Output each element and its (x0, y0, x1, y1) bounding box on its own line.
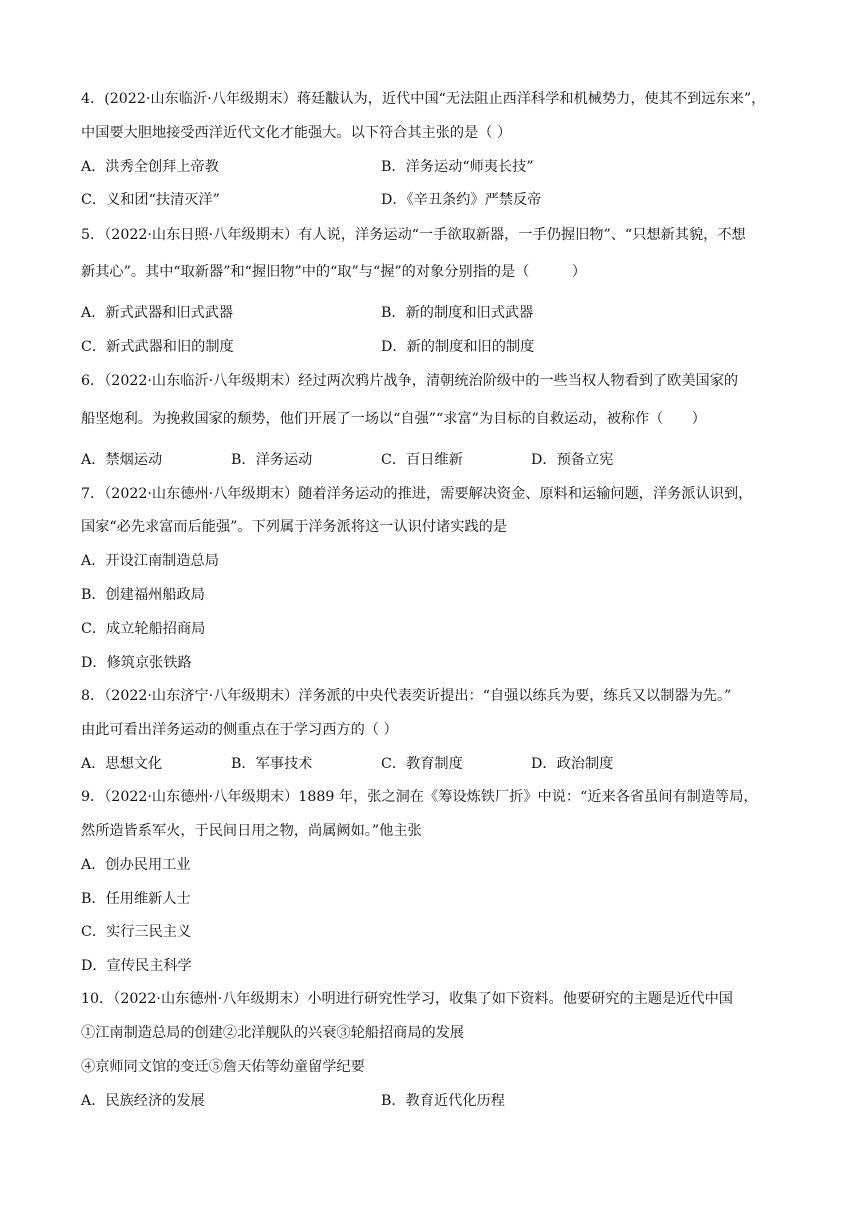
question-6-option-c[interactable]: C．百日维新 (381, 452, 463, 468)
question-8-stem-line-1: 8．（2022·山东济宁·八年级期末）洋务派的中央代表奕䜣提出：“自强以练兵为要，练兵又以制器为先。” (81, 688, 732, 704)
question-4-option-a[interactable]: A．洪秀全创拜上帝教 (81, 159, 219, 175)
question-9-option-a[interactable]: A．创办民用工业 (81, 857, 191, 873)
question-8-stem-line-2: 由此可看出洋务运动的侧重点在于学习西方的（ ） (81, 722, 398, 738)
question-4-option-b[interactable]: B．洋务运动“师夷长技” (381, 159, 534, 175)
question-5-option-a[interactable]: A．新式武器和旧式武器 (81, 305, 234, 321)
question-5-stem-line-2: 新其心”。其中“取新器”和“握旧物”中的“取”与“握”的对象分别指的是（ ） (81, 264, 587, 280)
question-8-option-c[interactable]: C．教育制度 (381, 756, 463, 772)
question-4-stem-line-2: 中国要大胆地接受西洋近代文化才能强大。以下符合其主张的是（ ） (81, 125, 512, 141)
question-8-option-b[interactable]: B．军事技术 (231, 756, 313, 772)
question-7-stem-line-1: 7．（2022·山东德州·八年级期末）随着洋务运动的推进，需要解决资金、原料和运输问题，洋务派认识到， (81, 486, 753, 502)
question-7-option-a[interactable]: A．开设江南制造总局 (81, 553, 219, 569)
question-9-option-c[interactable]: C．实行三民主义 (81, 924, 192, 940)
question-10-stem-line-2: ①江南制造总局的创建②北洋舰队的兴衰③轮船招商局的发展 (81, 1025, 465, 1041)
question-10-stem-line-3: ④京师同文馆的变迁⑤詹天佑等幼童留学纪要 (81, 1059, 365, 1075)
question-6-option-b[interactable]: B．洋务运动 (231, 452, 313, 468)
question-9-stem-line-2: 然所造皆系军火，于民间日用之物，尚属阙如。”他主张 (81, 823, 422, 839)
question-5-stem-line-1: 5．（2022·山东日照·八年级期末）有人说，洋务运动“一手欲取新器，一手仍握旧物”、“只想新其貌，不想 (81, 227, 746, 243)
question-8-option-d[interactable]: D．政治制度 (531, 756, 614, 772)
question-7-option-b[interactable]: B．创建福州船政局 (81, 587, 205, 603)
question-4-option-c[interactable]: C．义和团“扶清灭洋” (81, 192, 220, 208)
question-10-option-b[interactable]: B．教育近代化历程 (381, 1093, 505, 1109)
question-5-option-b[interactable]: B．新的制度和旧式武器 (381, 305, 534, 321)
question-6-option-d[interactable]: D．预备立宪 (531, 452, 614, 468)
question-5-option-d[interactable]: D．新的制度和旧的制度 (381, 339, 535, 355)
question-10-option-a[interactable]: A．民族经济的发展 (81, 1093, 205, 1109)
question-7-stem-line-2: 国家“必先求富而后能强”。下列属于洋务派将这一认识付诸实践的是 (81, 519, 507, 535)
question-8-option-a[interactable]: A．思想文化 (81, 756, 163, 772)
question-6-option-a[interactable]: A．禁烟运动 (81, 452, 163, 468)
question-4-option-d[interactable]: D．《辛丑条约》严禁反帝 (381, 192, 542, 208)
question-7-option-c[interactable]: C．成立轮船招商局 (81, 621, 206, 637)
question-4-stem-line-1: 4．(2022·山东临沂·八年级期末）蒋廷黻认为，近代中国“无法阻止西洋科学和机械势力，使其不到远东来”， (81, 91, 766, 107)
question-9-stem-line-1: 9．（2022·山东德州·八年级期末）1889 年，张之洞在《筹设炼铁厂折》中说：“近来各省虽间有制造等局， (81, 789, 758, 805)
question-9-option-d[interactable]: D．宣传民主科学 (81, 958, 192, 974)
question-5-option-c[interactable]: C．新式武器和旧的制度 (81, 339, 234, 355)
question-6-stem-line-1: 6．（2022·山东临沂·八年级期末）经过两次鸦片战争，清朝统治阶级中的一些当权人物看到了欧美国家的 (81, 373, 739, 389)
question-7-option-d[interactable]: D．修筑京张铁路 (81, 655, 192, 671)
question-6-stem-line-2: 船坚炮利。为挽救国家的颓势，他们开展了一场以“自强”“求富”为目标的自救运动，被称作（ ） (81, 411, 706, 427)
question-10-stem-line-1: 10．（2022·山东德州·八年级期末）小明进行研究性学习，收集了如下资料。他要研究的主题是近代中国 (81, 991, 733, 1007)
question-9-option-b[interactable]: B．任用维新人士 (81, 891, 191, 907)
